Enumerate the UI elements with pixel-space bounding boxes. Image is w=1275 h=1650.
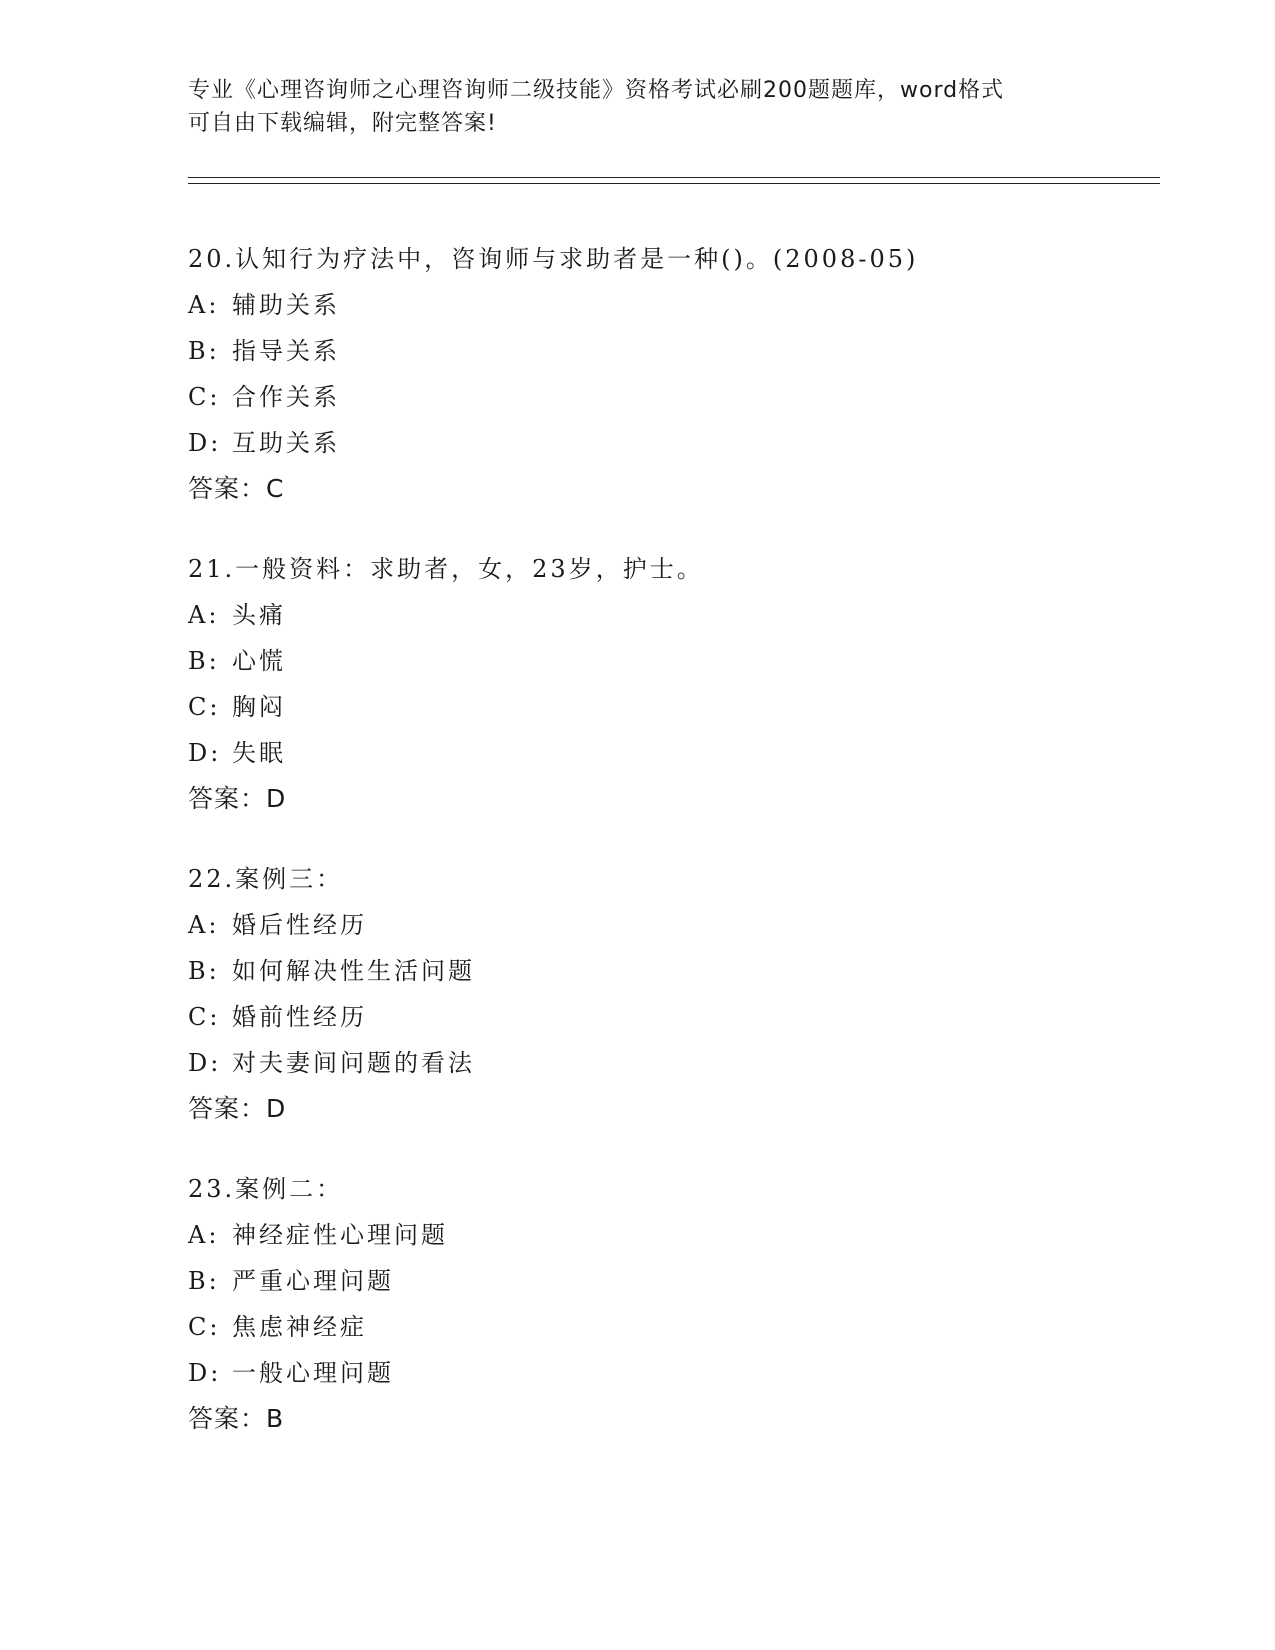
- option-a: [188, 282, 1168, 328]
- option-b: [188, 1258, 1168, 1304]
- header-divider-top: [188, 177, 1160, 178]
- option-text: 胸闷: [232, 693, 286, 721]
- option-letter: B:: [188, 1267, 220, 1295]
- answer-line: 答案：C: [188, 474, 285, 503]
- option-letter: A:: [188, 601, 220, 629]
- option-letter: D:: [188, 1359, 222, 1387]
- option-text: 如何解决性生活问题: [232, 957, 475, 985]
- document-header: [188, 74, 1088, 140]
- option-c: [188, 684, 1168, 730]
- answer-line: 答案：D: [188, 1094, 287, 1123]
- question-stem: 22.案例三：: [188, 865, 344, 893]
- option-letter: D:: [188, 1049, 222, 1077]
- option-a: [188, 902, 1168, 948]
- answer-line: 答案：B: [188, 1404, 285, 1433]
- option-text: 失眠: [232, 739, 286, 767]
- question-list: [188, 236, 1168, 1476]
- option-letter: A:: [188, 911, 220, 939]
- option-letter: A:: [188, 1221, 220, 1249]
- option-letter: B:: [188, 647, 220, 675]
- option-a: [188, 1212, 1168, 1258]
- option-c: [188, 994, 1168, 1040]
- option-text: 严重心理问题: [232, 1267, 394, 1295]
- option-text: 一般心理问题: [232, 1359, 394, 1387]
- header-line-1: 专业《心理咨询师之心理咨询师二级技能》资格考试必刷200题题库，word格式: [188, 78, 1005, 103]
- option-text: 指导关系: [232, 337, 340, 365]
- option-letter: A:: [188, 291, 220, 319]
- question-item: [188, 1166, 1168, 1442]
- option-text: 对夫妻间问题的看法: [232, 1049, 475, 1077]
- option-letter: B:: [188, 957, 220, 985]
- option-text: 焦虑神经症: [232, 1313, 367, 1341]
- option-text: 辅助关系: [232, 291, 340, 319]
- question-stem: 23.案例二：: [188, 1175, 344, 1203]
- option-letter: C:: [188, 1313, 221, 1341]
- option-c: [188, 374, 1168, 420]
- option-text: 合作关系: [232, 383, 340, 411]
- option-letter: D:: [188, 739, 222, 767]
- option-d: [188, 730, 1168, 776]
- option-letter: D:: [188, 429, 222, 457]
- option-b: [188, 328, 1168, 374]
- option-letter: C:: [188, 1003, 221, 1031]
- option-c: [188, 1304, 1168, 1350]
- answer-line: 答案：D: [188, 784, 287, 813]
- header-line-2: 可自由下载编辑，附完整答案!: [188, 111, 497, 136]
- option-a: [188, 592, 1168, 638]
- option-d: [188, 1040, 1168, 1086]
- question-item: [188, 546, 1168, 822]
- question-item: [188, 236, 1168, 512]
- option-letter: C:: [188, 693, 221, 721]
- option-d: [188, 420, 1168, 466]
- option-text: 婚前性经历: [232, 1003, 367, 1031]
- option-b: [188, 638, 1168, 684]
- option-text: 头痛: [232, 601, 286, 629]
- question-item: [188, 856, 1168, 1132]
- question-stem: 21.一般资料：求助者，女，23岁，护士。: [188, 555, 704, 583]
- option-text: 神经症性心理问题: [232, 1221, 448, 1249]
- header-divider-bottom: [188, 183, 1160, 184]
- option-letter: C:: [188, 383, 221, 411]
- option-text: 婚后性经历: [232, 911, 367, 939]
- option-text: 互助关系: [232, 429, 340, 457]
- option-text: 心慌: [232, 647, 286, 675]
- question-stem: 20.认知行为疗法中，咨询师与求助者是一种()。(2008-05): [188, 245, 919, 273]
- option-d: [188, 1350, 1168, 1396]
- option-b: [188, 948, 1168, 994]
- option-letter: B:: [188, 337, 220, 365]
